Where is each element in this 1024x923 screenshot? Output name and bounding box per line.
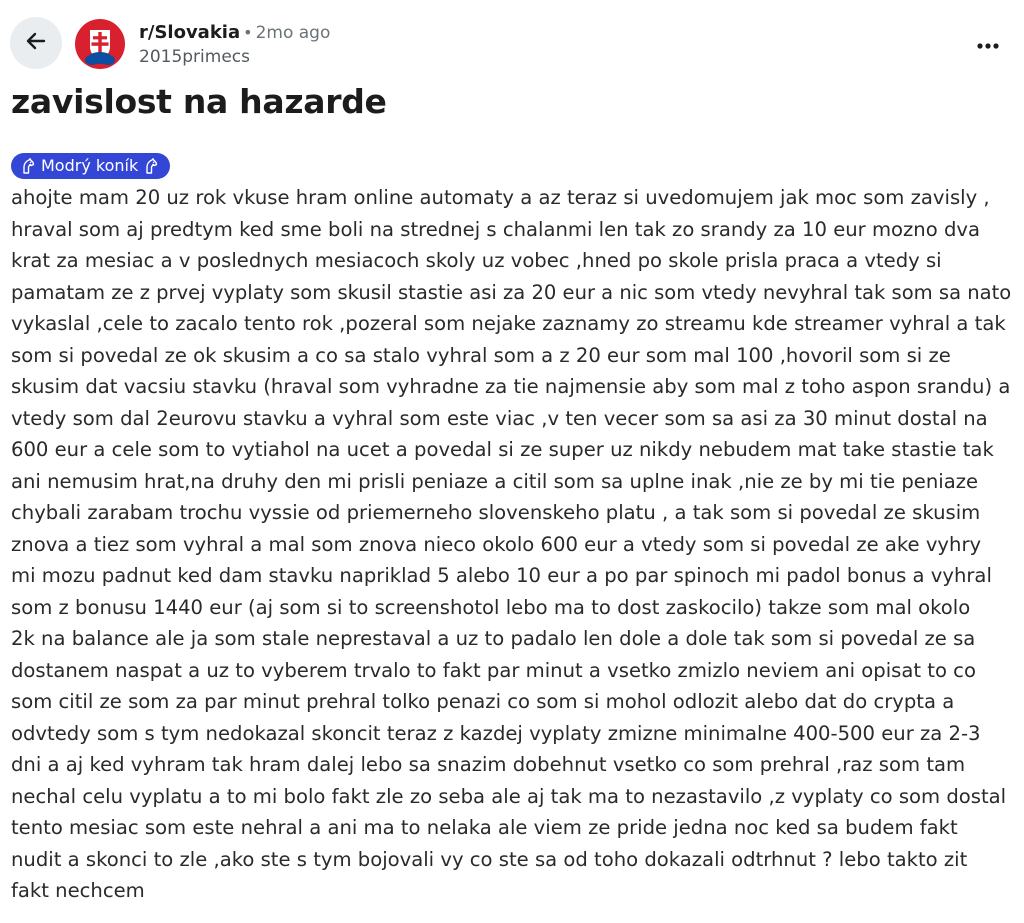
flair-label: Modrý koník [41,156,139,175]
post-body-line: krat za mesiac a v poslednych mesiacoch skoly uz vobec ,hned po skole prisla praca a vtedy si [11,249,942,272]
post-body-line: vtedy som dal 2eurovu stavku a vyhral som este viac ,v ten vecer som sa asi za 30 minut dostal na [11,406,988,430]
overflow-menu-button[interactable] [972,30,1004,58]
post-body-line: som citil ze som za par minut prehral tolko penazi co som si mohol odlozit alebo dat do crypta a [11,690,955,713]
horse-icon [21,158,35,174]
post-flair[interactable] [11,153,170,179]
post-body [11,182,1011,907]
post-body-line: nechal celu vyplatu a to mi bolo fakt zle zo seba ale aj tak ma to nezastavilo ,z vyplaty co som dostal [11,784,1007,808]
post-body-line: tento mesiac som este nehral a ani ma to nelaka ale viem ze pride jedna noc ked sa budem fakt [11,816,958,839]
post-body-line: nudit a skonci to zle ,ako ste s tym bojovali vy co ste sa od toho dokazali odtrhnut ? lebo takto zit [11,847,968,871]
post-body-line: mi mozu padnut ked dam stavku napriklad 5 alebo 10 eur a po par spinoch mi padol bonus a vyhral [11,564,992,587]
author-name[interactable]: 2015primecs [139,47,250,67]
post-body-line: 600 eur a cele som to vytiahol na ucet a povedal si ze super uz nikdy nebudem mat take stastie tak [11,438,994,461]
post-body-line: hraval som aj predtym ked sme boli na strednej s chalanmi len tak zo srandy za 10 eur mozno dva [11,217,980,241]
post-body-line: ahojte mam 20 uz rok vkuse hram online automaty a az teraz si uvedomujem jak moc som zavisly , [11,186,990,209]
post-time: 2mo ago [255,23,331,43]
back-button[interactable] [10,17,62,69]
more-horizontal-icon [976,35,1000,54]
post-body-line: dostanem naspat a uz to vyberem trvalo to fakt par minut a vsetko zmizlo neviem ani opisat to co [11,658,976,682]
subreddit-name[interactable]: r/Slovakia [139,22,241,43]
post-title: zavislost na hazarde [11,82,387,121]
post-body-line: 2k na balance ale ja som stale neprestaval a uz to padalo len dole a dole tak som si povedal ze sa [11,627,976,650]
subreddit-avatar[interactable] [75,19,125,69]
post-body-line: odvtedy som s tym nedokazal skoncit teraz z kazdej vyplaty zmizne minimalne 400-500 eur za 2-3 [11,721,981,745]
post-body-line: znova a tiez som vyhral a mal som znova nieco okolo 600 eur a vtedy som si povedal ze ake vyhry [11,532,982,556]
post-body-line: dni a aj ked vyhram tak hram dalej lebo sa snazim dobehnut vsetko co som prehral ,raz som tam [11,753,966,776]
post-body-line: ani nemusim hrat,na druhy den mi prisli peniaze a citil som sa uplne inak ,nie ze by mi tie peniaze [11,469,979,493]
post-body-line: chybali zarabam trochu vyssie od priemerneho slovenskeho platu , a tak som si povedal ze skusim [11,501,981,524]
meta-separator: • [243,23,253,42]
post-body-line: skusim dat vacsiu stavku (hraval som vyhradne za tie najmensie aby som mal z toho aspon srandu) a [11,375,1011,398]
post-body-line: fakt nechcem [11,879,145,902]
arrow-left-icon [24,29,48,57]
post-body-line: pamatam ze z prvej vyplaty som skusil stastie asi za 20 eur a nic som vtedy nevyhral tak som sa nato [11,280,1012,304]
horse-icon [144,158,158,174]
post-meta [139,21,330,69]
post-body-line: som z bonusu 1440 eur (aj som si to screenshotol lebo ma to dost zaskocilo) takze som mal okolo [11,595,971,619]
post-body-line: som si povedal ze ok skusim a co sa stalo vyhral som a z 20 eur som mal 100 ,hovoril som si ze [11,343,951,367]
post-body-line: vykaslal ,cele to zacalo tento rok ,pozeral som nejake zaznamy zo streamu kde streamer vyhral a tak [11,312,1006,335]
